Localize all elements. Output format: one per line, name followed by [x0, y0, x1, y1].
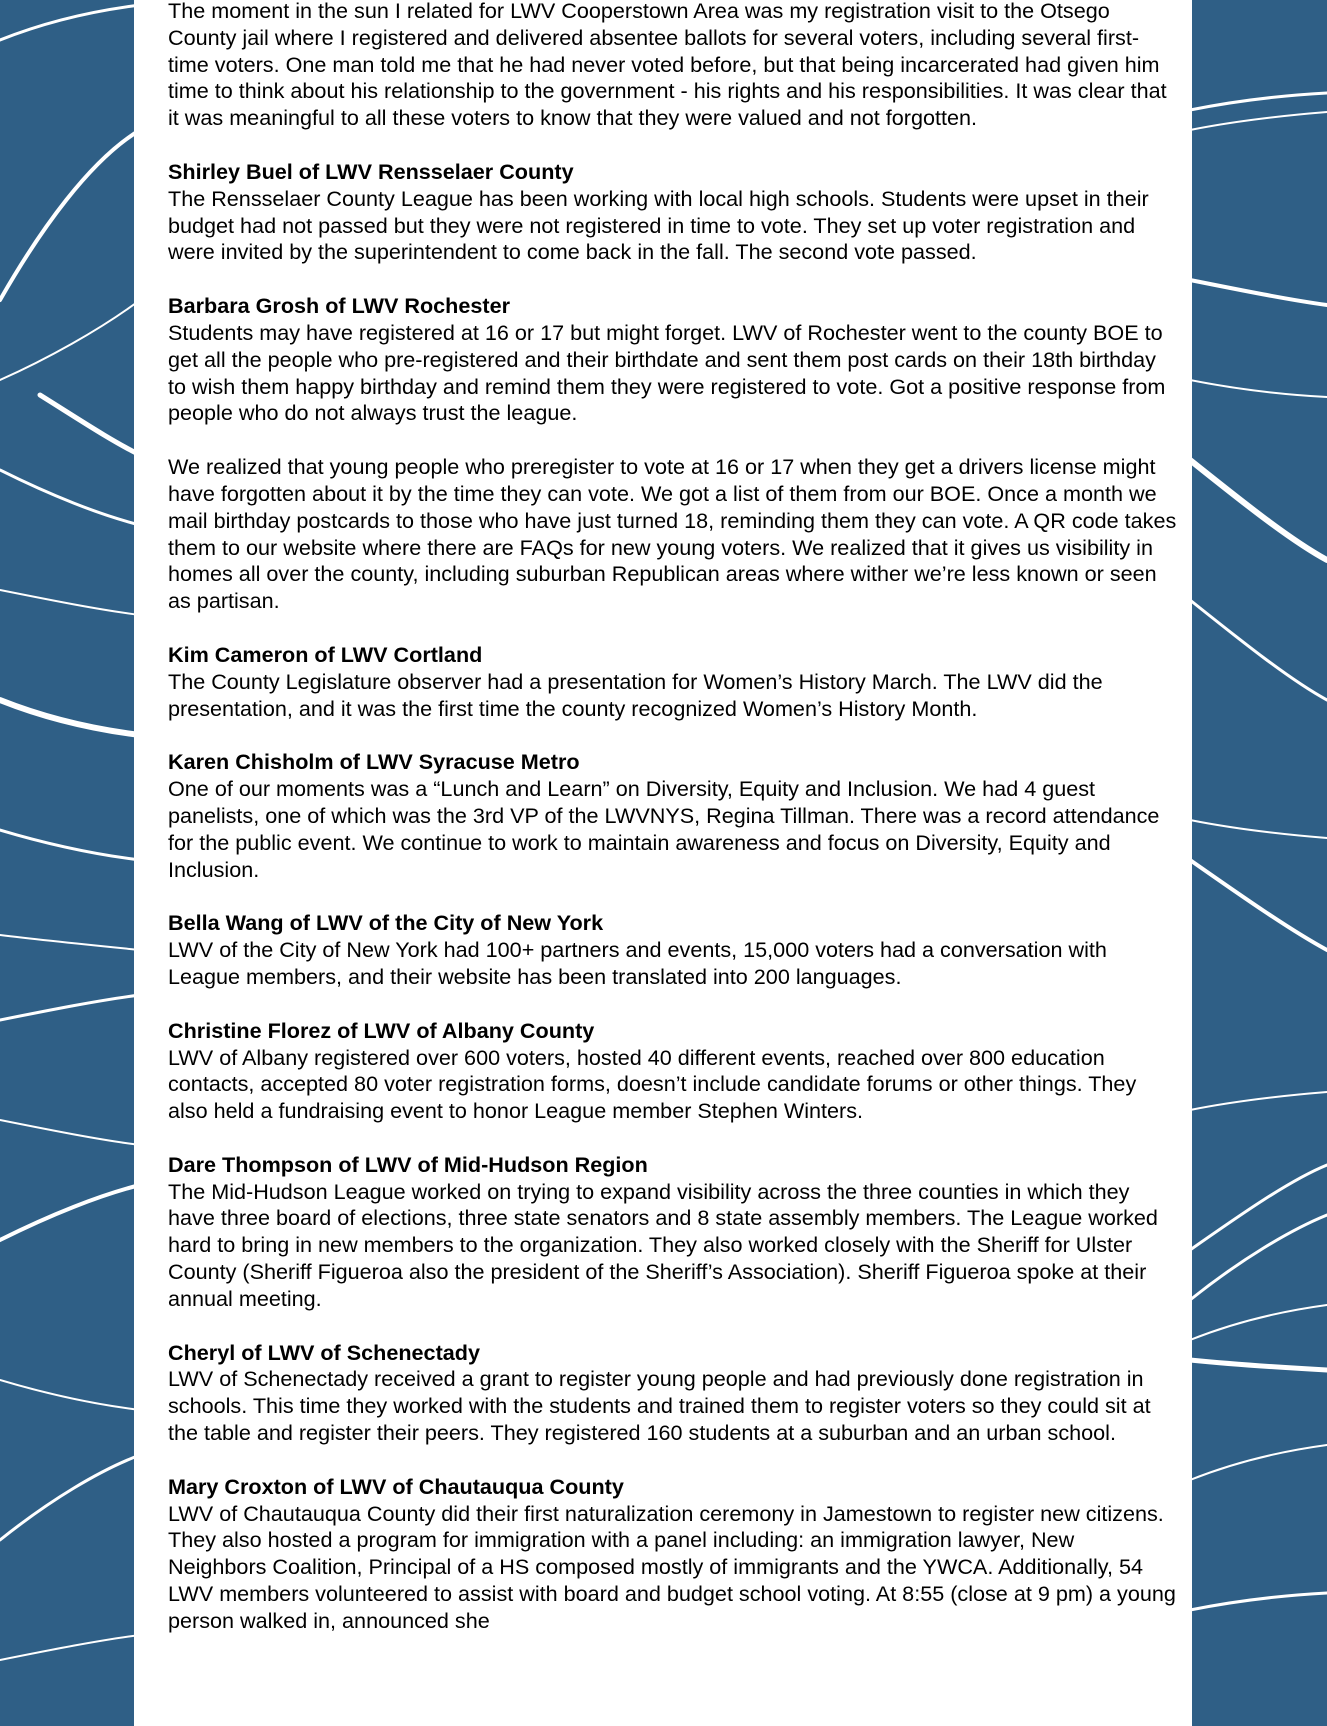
section-heading: Dare Thompson of LWV of Mid-Hudson Region: [168, 1151, 648, 1177]
section-paragraph: The County Legislature observer had a presentation for Women’s History March. The LWV did the presentation, and it was the first time the county recognized Women’s History Month.: [168, 668, 1103, 721]
section-paragraph: LWV of Schenectady received a grant to register young people and had previously done registration in schools. This time they worked with the students and trained them to register voters so they could sit at the table and register their peers. They registered 160 students at a suburban and an urban school.: [168, 1366, 1151, 1446]
report-section: [168, 910, 1178, 990]
document-page: [134, 0, 1192, 1726]
section-paragraph: The Rensselaer County League has been working with local high schools. Students were upset in their budget had not passed but they were not registered in time to vote. They set up voter registration and were invited by the superintendent to come back in the fall. The second vote passed.: [168, 185, 1149, 265]
section-heading: Cheryl of LWV of Schenectady: [168, 1339, 480, 1365]
section-paragraph: LWV of Albany registered over 600 voters, hosted 40 different events, reached over 800 education contacts, accepted 80 voter registration forms, doesn’t include candidate forums or other things. They also held a fundraising event to honor League member Stephen Winters.: [168, 1044, 1137, 1124]
section-heading: Kim Cameron of LWV Cortland: [168, 641, 483, 667]
section-paragraph: Students may have registered at 16 or 17 but might forget. LWV of Rochester went to the county BOE to get all the people who pre-registered and their birthdate and sent them post cards on their 18th birthday to wish them happy birthday and remind them they were registered to vote. Got a positive response from people who do not always trust the league.: [168, 319, 1166, 426]
section-paragraph: One of our moments was a “Lunch and Learn” on Diversity, Equity and Inclusion. We had 4 guest panelists, one of which was the 3rd VP of the LWVNYS, Regina Tillman. There was a record attendance for the public event. We continue to work to maintain awareness and focus on Diversity, Equity and Inclusion.: [168, 776, 1160, 882]
document-content: [168, 0, 1178, 1662]
section-paragraph: LWV of the City of New York had 100+ partners and events, 15,000 voters had a conversation with League members, and their website has been translated into 200 languages.: [168, 937, 1107, 989]
report-section: [168, 1152, 1178, 1313]
report-section: [168, 159, 1178, 266]
section-heading: Barbara Grosh of LWV Rochester: [168, 293, 510, 319]
report-section: [168, 0, 1178, 132]
report-section: [168, 1340, 1178, 1447]
section-heading: Karen Chisholm of LWV Syracuse Metro: [168, 749, 580, 775]
section-heading: Bella Wang of LWV of the City of New York: [168, 910, 604, 936]
report-section: [168, 642, 1178, 722]
section-heading: Shirley Buel of LWV Rensselaer County: [168, 158, 574, 184]
report-section: [168, 293, 1178, 615]
report-section: [168, 1018, 1178, 1125]
report-section: [168, 749, 1178, 883]
section-paragraph: We realized that young people who preregister to vote at 16 or 17 when they get a drivers license might have forgotten about it by the time they can vote. We got a list of them from our BOE. Once a month we mail birthday postcards to those who have just turned 18, reminding them they can vote. A QR code takes them to our website where there are FAQs for new young voters. We realized that it gives us visibility in homes all over the county, including suburban Republican areas where wither we’re less known or seen as partisan.: [168, 454, 1177, 614]
section-paragraph: The Mid-Hudson League worked on trying to expand visibility across the three counties in which they have three board of elections, three state senators and 8 state assembly members. The League worked hard to bring in new members to the organization. They also worked closely with the Sheriff for Ulster County (Sheriff Figueroa also the president of the Sheriff’s Association). Sheriff Figueroa spoke at their annual meeting.: [168, 1178, 1158, 1311]
section-paragraph: The moment in the sun I related for LWV Cooperstown Area was my registration visit to the Otsego County jail where I registered and delivered absentee ballots for several voters, including several first-time voters. One man told me that he had never voted before, but that being incarcerated had given him time to think about his relationship to the government - his rights and his responsibilities. It was clear that it was meaningful to all these voters to know that they were valued and not forgotten.: [168, 0, 1167, 131]
section-heading: Christine Florez of LWV of Albany County: [168, 1017, 595, 1043]
section-heading: Mary Croxton of LWV of Chautauqua County: [168, 1473, 624, 1499]
report-section: [168, 1474, 1178, 1635]
section-paragraph: LWV of Chautauqua County did their first naturalization ceremony in Jamestown to register new citizens. They also hosted a program for immigration with a panel including: an immigration lawyer, New Neighbors Coalition, Principal of a HS composed mostly of immigrants and the YWCA. Additionally, 54 LWV members volunteered to assist with board and budget school voting. At 8:55 (close at 9 pm) a young person walked in, announced she: [168, 1500, 1176, 1633]
